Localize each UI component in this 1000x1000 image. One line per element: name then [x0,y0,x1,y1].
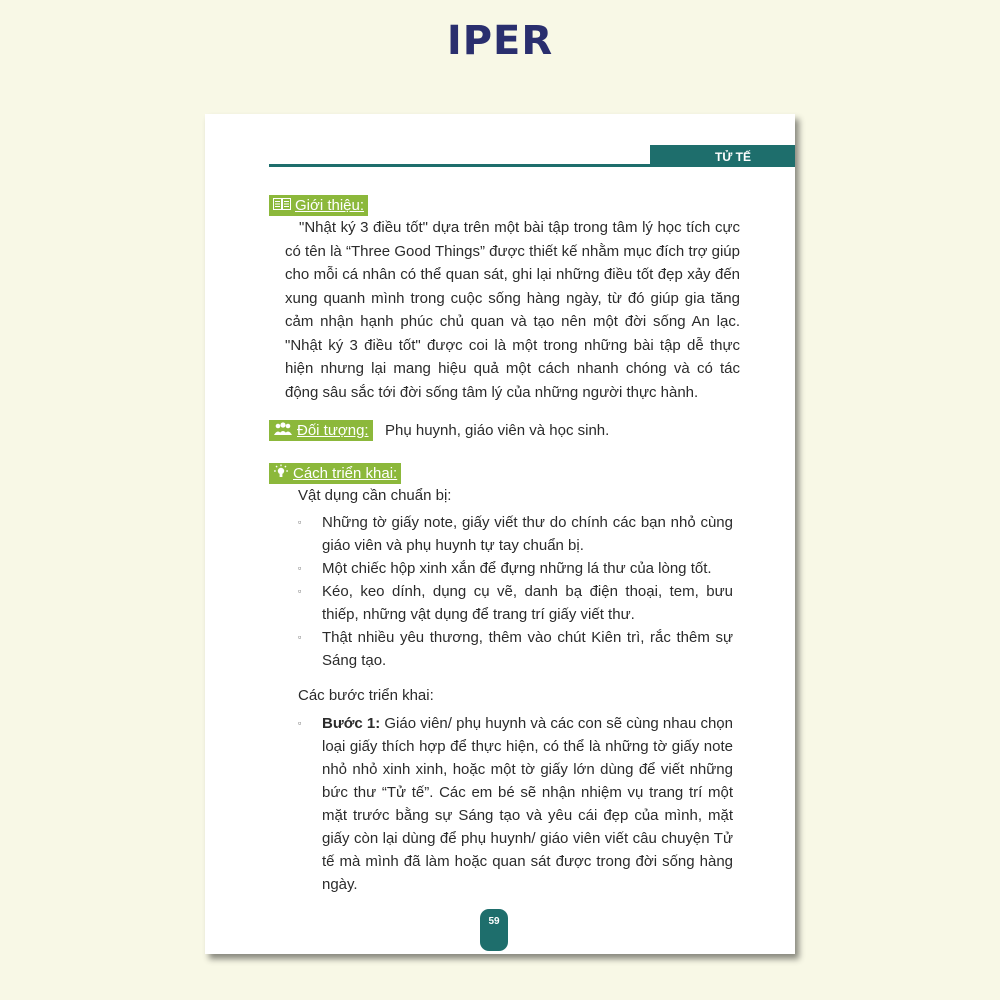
audience-label [269,420,373,441]
implementation-label [269,463,401,484]
bullet-icon: ▫ [298,563,302,573]
audience-label-text: Đối tượng: [297,422,369,439]
list-item-text: Những tờ giấy note, giấy viết thư do chính các bạn nhỏ cùng giáo viên và phụ huynh tự tay chuẩn bị. [322,514,733,554]
steps-heading: Các bước triển khai: [298,687,434,704]
intro-paragraph: "Nhật ký 3 điều tốt" dựa trên một bài tập trong tâm lý học tích cực có tên là “Three Good Things” được thiết kế nhằm mục đích trợ giúp cho mỗi cá nhân có thể quan sát, ghi lại những điều tốt đẹp xảy đến xung quanh mình trong cuộc sống hàng ngày, từ đó giúp gia tăng cảm nhận hạnh phúc chủ quan và tạo nên một đời sống An lạc. "Nhật ký 3 điều tốt" được coi là một trong những bài tập dễ thực hiện nhưng lại mang hiệu quả một cách nhanh chóng và có tác động sâu sắc tới đời sống tâm lý của những người thực hành. [285,219,740,401]
bullet-icon: ▫ [298,517,302,527]
steps-list [298,712,733,896]
materials-heading: Vật dụng cần chuẩn bị: [298,487,452,504]
people-icon [273,422,297,440]
implementation-label-text: Cách triển khai: [293,465,398,482]
list-item-text: Thật nhiều yêu thương, thêm vào chút Kiên trì, rắc thêm sự Sáng tạo. [322,629,733,669]
bullet-icon: ▫ [298,632,302,642]
list-item-text: Một chiếc hộp xinh xắn để đựng những lá thư của lòng tốt. [322,560,712,577]
lightbulb-icon [273,464,293,484]
iper-logo: IPER [446,18,554,64]
header-rule [269,164,651,167]
book-page [205,114,795,954]
page-number: 59 [480,909,508,951]
book-icon [273,197,295,214]
list-item [298,511,733,557]
list-item [298,626,733,672]
bullet-icon: ▫ [298,718,302,728]
list-item [298,557,733,580]
list-item-text: Kéo, keo dính, dụng cụ vẽ, danh bạ điện thoại, tem, bưu thiếp, những vật dụng để trang trí giấy viết thư. [322,583,733,623]
list-item [298,580,733,626]
list-item [298,712,733,896]
intro-label-text: Giới thiệu: [295,197,365,214]
chapter-tab: TỬ TẾ [650,145,795,167]
intro-label [269,195,368,216]
materials-list [298,511,733,672]
step-title: Bước 1: [322,715,381,732]
audience-text: Phụ huynh, giáo viên và học sinh. [385,422,610,439]
bullet-icon: ▫ [298,586,302,596]
step-text: Giáo viên/ phụ huynh và các con sẽ cùng nhau chọn loại giấy thích hợp để thực hiện, có thể là những tờ giấy note nhỏ nhỏ xinh xinh, hoặc một tờ giấy lớn dùng để viết những bức thư “Tử tế”. Các em bé sẽ nhận nhiệm vụ trang trí một mặt trước bằng sự Sáng tạo và yêu cái đẹp của mình, mặt giấy còn lại dùng để phụ huynh/ giáo viên viết câu chuyện Tử tế mà mình đã làm hoặc quan sát được trong đời sống hàng ngày. [322,715,733,893]
